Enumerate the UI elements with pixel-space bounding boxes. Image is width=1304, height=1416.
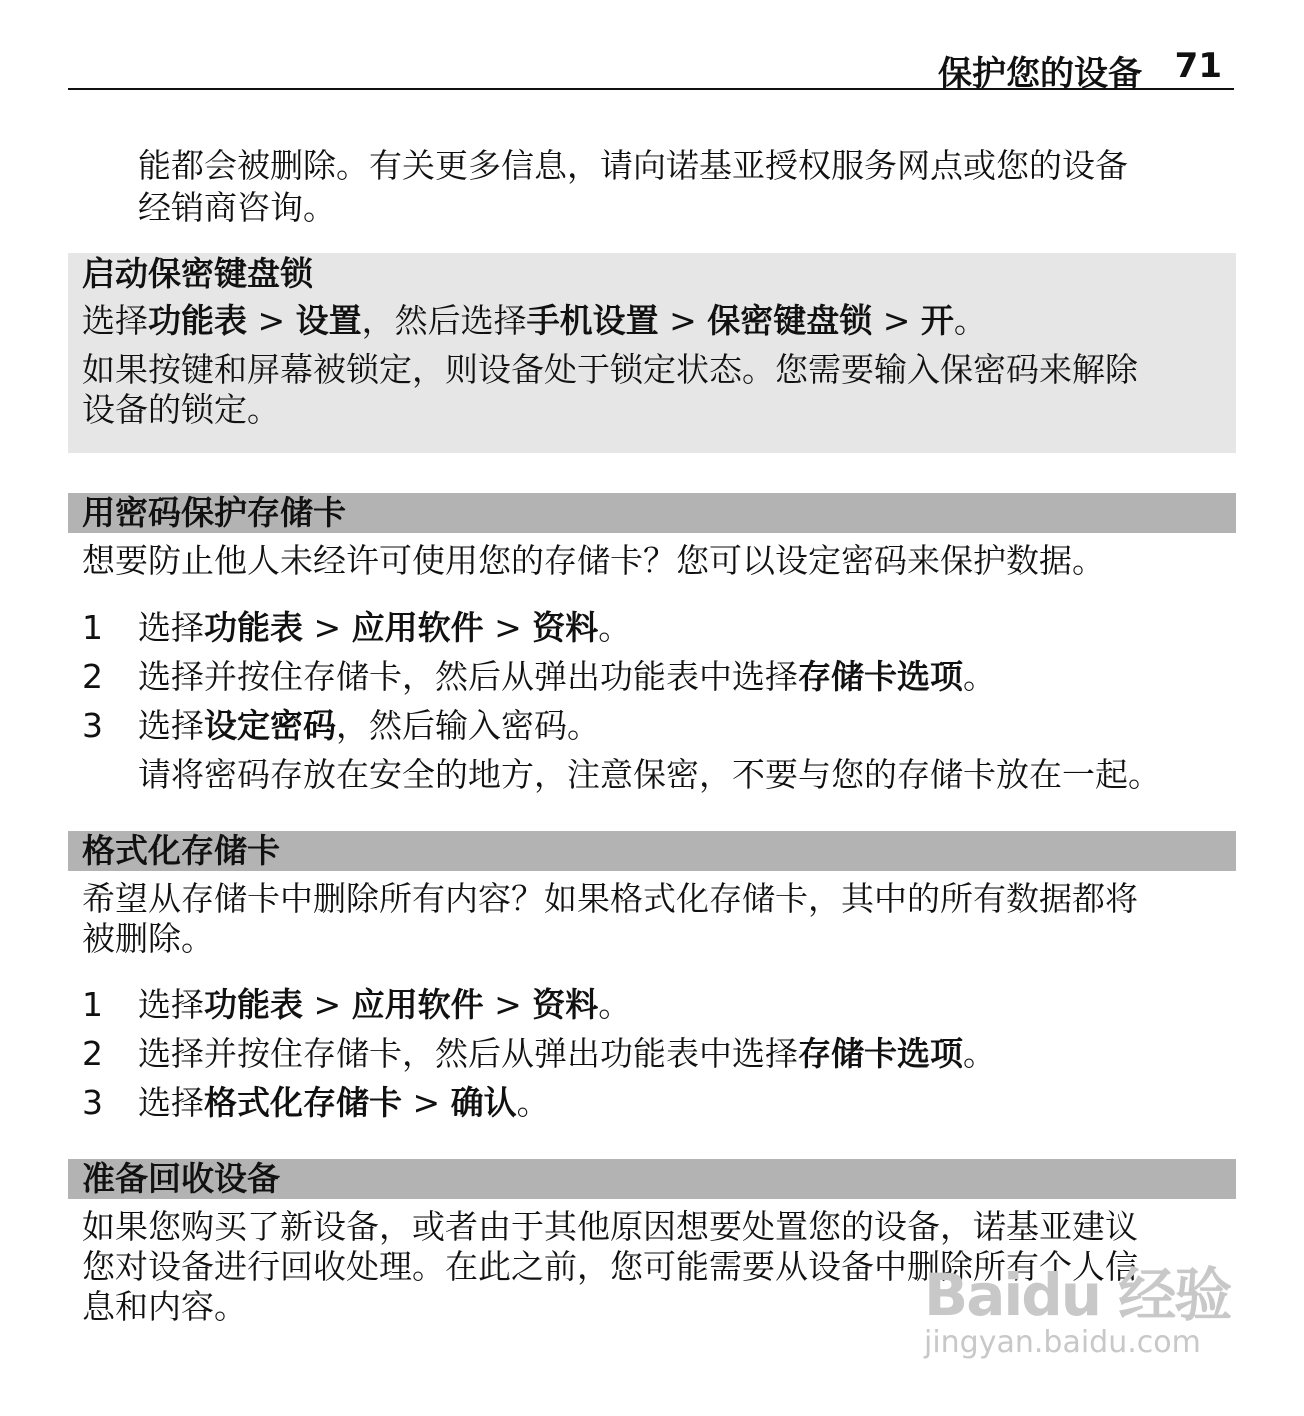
baidu-logo: Baidu 经验 [924, 1261, 1231, 1329]
settings-label: 设置 [295, 301, 362, 340]
set-password-label: 设定密码 [204, 706, 336, 745]
keypad-lock-para-1: 如果按键和屏幕被锁定，则设备处于锁定状态。您需要输入保密码来解除 [82, 350, 1138, 389]
separator: > [303, 985, 352, 1024]
memcard-password-heading: 用密码保护存储卡 [82, 493, 346, 532]
format-card-step-3 [138, 1082, 550, 1124]
format-card-label: 格式化存储卡 [204, 1083, 402, 1122]
separator: > [483, 985, 533, 1024]
separator: > [483, 608, 533, 647]
text: 选择并按住存储卡，然后从弹出功能表中选择 [138, 657, 798, 696]
step-number: 2 [82, 657, 103, 696]
memcard-password-intro: 想要防止他人未经许可使用您的存储卡？您可以设定密码来保护数据。 [82, 541, 1105, 580]
separator: > [658, 301, 708, 340]
apps-label: 应用软件 [351, 985, 484, 1024]
format-card-step-2 [138, 1033, 996, 1075]
recycle-line-2: 您对设备进行回收处理。在此之前，您可能需要从设备中删除所有个人信 [82, 1247, 1138, 1286]
gallery-label: 资料 [532, 985, 599, 1024]
format-card-step-1 [138, 984, 631, 1026]
step-number: 1 [82, 985, 103, 1024]
text: 选择并按住存储卡，然后从弹出功能表中选择 [138, 1034, 798, 1073]
memcard-password-note: 请将密码存放在安全的地方，注意保密，不要与您的存储卡放在一起。 [138, 755, 1161, 794]
on-label: 开 [920, 301, 954, 340]
recycle-line-3: 息和内容。 [82, 1287, 247, 1326]
text: 。 [598, 608, 632, 647]
memcard-password-step-1 [138, 607, 631, 649]
confirm-label: 确认 [450, 1083, 517, 1122]
separator: > [402, 1083, 451, 1122]
keypad-lock-heading: 启动保密键盘锁 [82, 254, 313, 293]
format-card-heading: 格式化存储卡 [82, 831, 280, 870]
phone-settings-label: 手机设置 [526, 301, 659, 340]
step-number: 3 [82, 1083, 103, 1122]
text: 选择 [138, 985, 204, 1024]
watermark-url: jingyan.baidu.com [924, 1325, 1201, 1360]
memcard-password-step-2 [138, 656, 996, 698]
menu-label: 功能表 [204, 608, 303, 647]
keypad-lock-para-2: 设备的锁定。 [82, 390, 280, 429]
text: 。 [953, 301, 987, 340]
menu-label: 功能表 [204, 985, 303, 1024]
gallery-label: 资料 [532, 608, 599, 647]
separator: > [303, 608, 352, 647]
memcard-options-label: 存储卡选项 [798, 1034, 963, 1073]
memcard-options-label: 存储卡选项 [798, 657, 963, 696]
text: ，然后输入密码。 [336, 706, 600, 745]
text: 。 [963, 657, 996, 696]
keypad-lock-instruction [82, 300, 987, 342]
text: 。 [598, 985, 632, 1024]
separator: > [872, 301, 921, 340]
format-card-intro-1: 希望从存储卡中删除所有内容？如果格式化存储卡，其中的所有数据都将 [82, 879, 1138, 918]
text: 选择 [138, 706, 204, 745]
baidu-watermark [924, 1261, 1231, 1361]
recycle-line-1: 如果您购买了新设备，或者由于其他原因想要处置您的设备，诺基亚建议 [82, 1207, 1138, 1246]
text: ，然后选择 [361, 301, 527, 340]
text: 选择 [82, 301, 148, 340]
page-title: 保护您的设备 [938, 54, 1142, 94]
recycle-heading: 准备回收设备 [82, 1159, 280, 1198]
menu-label: 功能表 [148, 301, 247, 340]
text: 。 [516, 1083, 550, 1122]
text: 选择 [138, 608, 204, 647]
page-number: 71 [1174, 46, 1222, 86]
separator: > [247, 301, 296, 340]
intro-line-2: 经销商咨询。 [138, 188, 336, 227]
apps-label: 应用软件 [351, 608, 484, 647]
text: 。 [963, 1034, 996, 1073]
page-header [68, 40, 1234, 94]
step-number: 3 [82, 706, 103, 745]
intro-line-1: 能都会被删除。有关更多信息，请向诺基亚授权服务网点或您的设备 [138, 146, 1128, 185]
step-number: 1 [82, 608, 103, 647]
memcard-password-step-3 [138, 705, 600, 747]
format-card-intro-2: 被删除。 [82, 919, 214, 958]
keypad-lock-label: 保密键盘锁 [707, 301, 873, 340]
step-number: 2 [82, 1034, 103, 1073]
text: 选择 [138, 1083, 204, 1122]
